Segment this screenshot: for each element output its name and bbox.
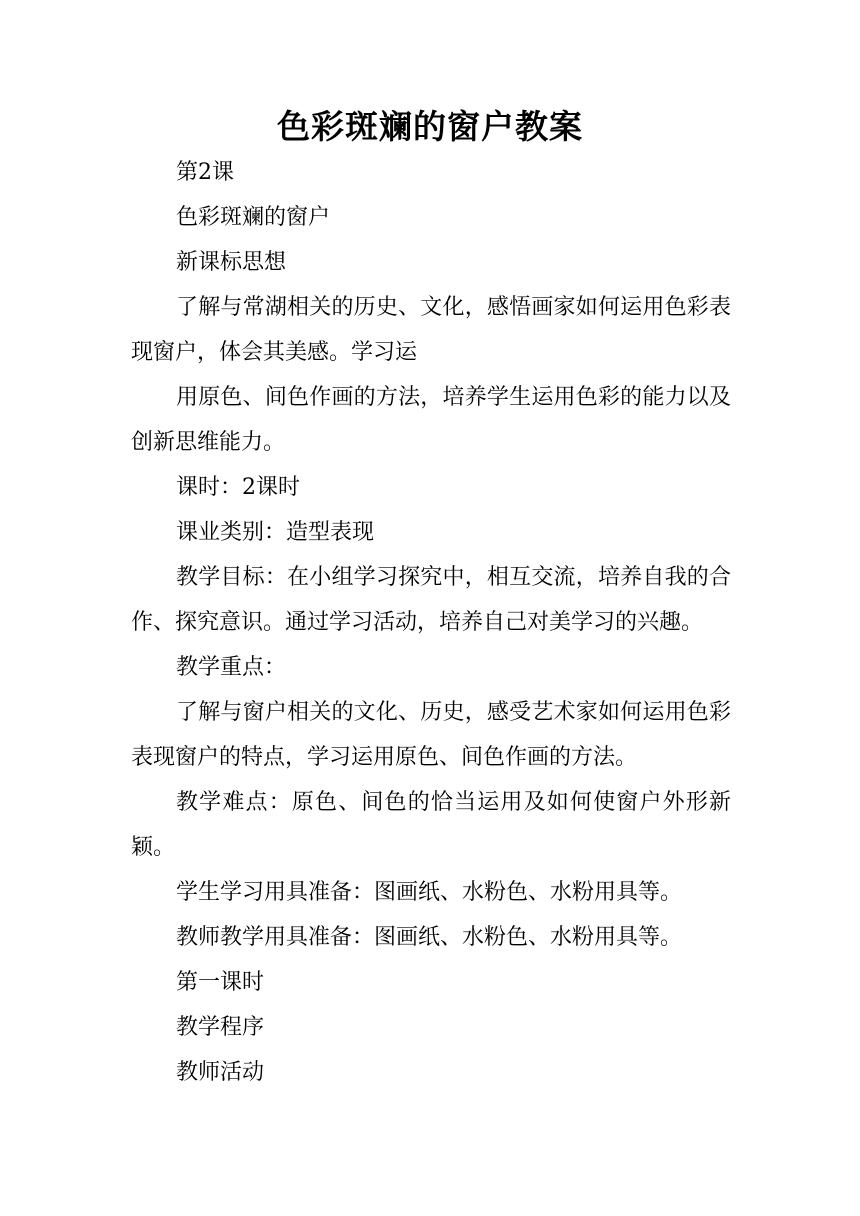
- paragraph-class-hours: 课时：2课时: [176, 475, 300, 500]
- paragraph-teaching-goals: 教学目标：在小组学习探究中，相互交流，培养自我的合作、探究意识。通过学习活动，培养自己对美学习的兴趣。: [131, 565, 731, 635]
- paragraph-teaching-procedure: 教学程序: [176, 1015, 265, 1040]
- paragraph-student-materials: 学生学习用具准备：图画纸、水粉色、水粉用具等。: [176, 880, 683, 905]
- paragraph-first-session: 第一课时: [176, 970, 265, 995]
- document-body: [131, 150, 731, 1095]
- paragraph-standards-1: 了解与常湖相关的历史、文化，感悟画家如何运用色彩表现窗户，体会其美感。学习运: [131, 295, 731, 365]
- paragraph-difficulties: 教学难点：原色、间色的恰当运用及如何使窗户外形新颖。: [131, 790, 731, 860]
- paragraph-standards-2: 用原色、间色作画的方法，培养学生运用色彩的能力以及创新思维能力。: [131, 385, 731, 455]
- paragraph-key-points-heading: 教学重点：: [176, 655, 287, 680]
- paragraph-course-type: 课业类别：造型表现: [176, 520, 375, 545]
- paragraph-lesson-name: 色彩斑斓的窗户: [176, 205, 331, 230]
- paragraph-heading-standards: 新课标思想: [176, 250, 287, 275]
- paragraph-key-points: 了解与窗户相关的文化、历史，感受艺术家如何运用色彩表现窗户的特点，学习运用原色、间色作画的方法。: [131, 700, 731, 770]
- paragraph-lesson-number: 第2课: [176, 160, 234, 185]
- document-title: 色彩斑斓的窗户教案: [277, 107, 583, 146]
- paragraph-teacher-materials: 教师教学用具准备：图画纸、水粉色、水粉用具等。: [176, 925, 683, 950]
- paragraph-teacher-activity: 教师活动: [176, 1060, 265, 1085]
